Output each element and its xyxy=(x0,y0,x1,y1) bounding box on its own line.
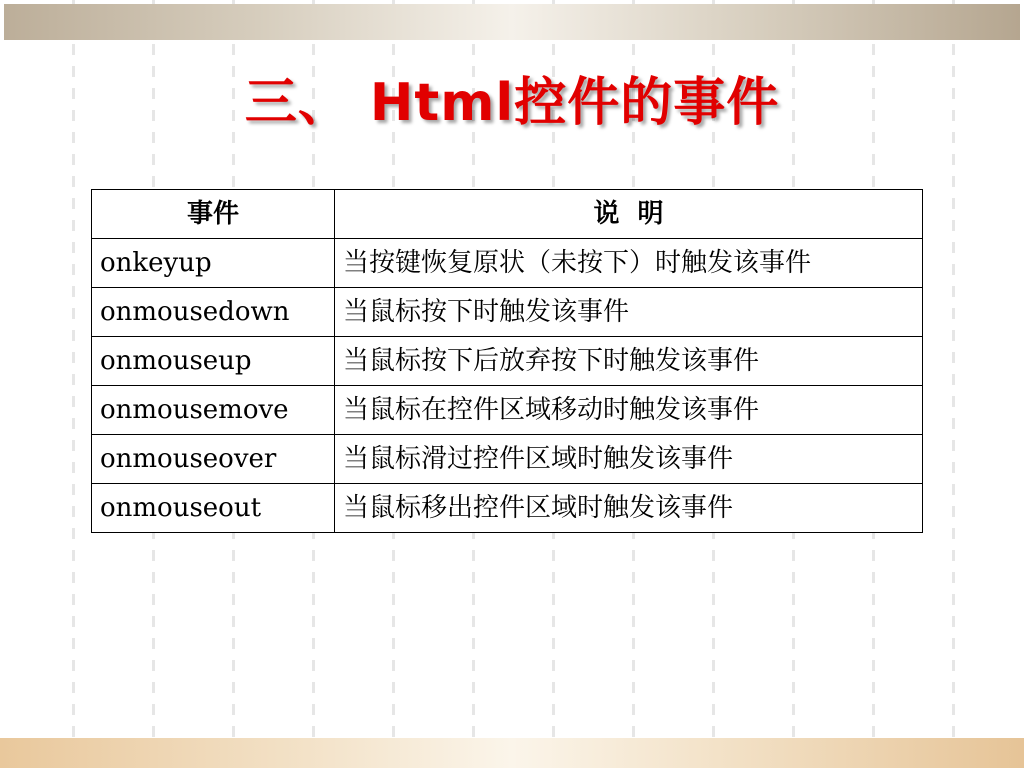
header-event: 事件 xyxy=(92,190,335,239)
event-description-cell: 当鼠标移出控件区域时触发该事件 xyxy=(335,484,923,533)
table-row xyxy=(92,337,923,386)
event-name-cell: onmouseover xyxy=(92,435,335,484)
event-description-cell: 当鼠标按下后放弃按下时触发该事件 xyxy=(335,337,923,386)
table-row xyxy=(92,239,923,288)
table-row xyxy=(92,288,923,337)
bottom-decorative-bar xyxy=(0,738,1024,768)
event-name-cell: onmouseout xyxy=(92,484,335,533)
event-name-cell: onmouseup xyxy=(92,337,335,386)
events-table xyxy=(91,189,923,533)
slide-title: 三、 Html控件的事件 xyxy=(244,73,780,133)
event-name-cell: onmousedown xyxy=(92,288,335,337)
event-name-cell: onkeyup xyxy=(92,239,335,288)
table-header-row xyxy=(92,190,923,239)
top-decorative-bar xyxy=(4,4,1020,40)
event-description-cell: 当鼠标在控件区域移动时触发该事件 xyxy=(335,386,923,435)
event-name-cell: onmousemove xyxy=(92,386,335,435)
event-description-cell: 当按键恢复原状（未按下）时触发该事件 xyxy=(335,239,923,288)
event-description-cell: 当鼠标滑过控件区域时触发该事件 xyxy=(335,435,923,484)
table-row xyxy=(92,386,923,435)
table-row xyxy=(92,435,923,484)
table-row xyxy=(92,484,923,533)
event-description-cell: 当鼠标按下时触发该事件 xyxy=(335,288,923,337)
header-description: 说 明 xyxy=(335,190,923,239)
